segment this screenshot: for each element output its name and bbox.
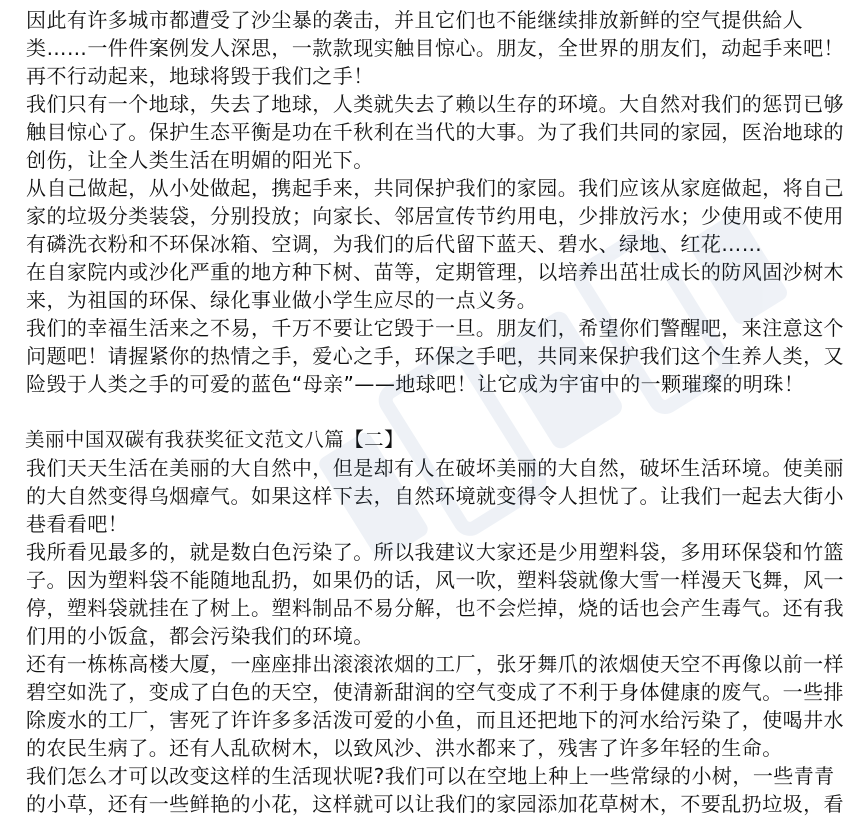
text-line: 问题吧！请握紧你的热情之手，爱心之手，环保之手吧，共同来保护我们这个生养人类，又 xyxy=(26,344,844,368)
text-line: 险毁于人类之手的可爱的蓝色“母亲”——地球吧！让它成为宇宙中的一颗璀璨的明珠！ xyxy=(26,372,805,396)
text-line: 我们怎么才可以改变这样的生活现状呢?我们可以在空地上种上一些常绿的小树，一些青青 xyxy=(26,764,835,788)
text-line: 从自己做起，从小处做起，携起手来，共同保护我们的家园。我们应该从家庭做起，将自己 xyxy=(26,176,844,200)
text-line: 来，为祖国的环保、绿化事业做小学生应尽的一点义务。 xyxy=(26,288,538,312)
text-line: 巷看看吧！ xyxy=(26,512,129,536)
text-line: 我们只有一个地球，失去了地球，人类就失去了赖以生存的环境。大自然对我们的惩罚已够 xyxy=(26,92,844,116)
section-heading: 美丽中国双碳有我获奖征文范文八篇【二】 xyxy=(25,428,405,451)
text-line: 还有一栋栋高楼大厦，一座座排出滚滚浓烟的工厂，张牙舞爪的浓烟使天空不再像以前一样 xyxy=(26,652,844,676)
text-line: 除废水的工厂，害死了许许多多活泼可爱的小鱼，而且还把地下的河水给污染了，使喝井水 xyxy=(26,708,844,732)
text-line: 因此有许多城市都遭受了沙尘暴的袭击，并且它们也不能继续排放新鲜的空气提供給人 xyxy=(26,8,804,32)
text-line: 创伤，让全人类生活在明媚的阳光下。 xyxy=(26,148,374,172)
text-line: 类……一件件案例发人深思，一款款现实触目惊心。朋友，全世界的朋友们，动起手来吧！ xyxy=(26,36,844,60)
text-line: 有磷洗衣粉和不环保冰箱、空调，为我们的后代留下蓝天、碧水、绿地、红花…… xyxy=(26,232,763,256)
text-line: 我们的幸福生活来之不易，千万不要让它毁于一旦。朋友们，希望你们警醒吧，来注意这个 xyxy=(26,316,844,340)
text-line: 再不行动起来，地球将毁于我们之手！ xyxy=(26,64,374,88)
text-line: 我们天天生活在美丽的大自然中，但是却有人在破坏美丽的大自然，破坏生活环境。使美丽 xyxy=(26,456,844,480)
text-line: 家的垃圾分类装袋，分别投放；向家长、邻居宣传节约用电，少排放污水；少使用或不使用 xyxy=(26,204,844,228)
text-line: 的大自然变得乌烟瘴气。如果这样下去，自然环境就变得令人担忧了。让我们一起去大街小 xyxy=(26,484,844,508)
text-line: 的小草，还有一些鲜艳的小花，这样就可以让我们的家园添加花草树木，不要乱扔垃圾，看 xyxy=(26,792,844,816)
text-line: 我所看见最多的，就是数白色污染了。所以我建议大家还是少用塑料袋，多用环保袋和竹篮 xyxy=(26,540,844,564)
text-line: 碧空如洗了，变成了白色的天空，使清新甜润的空气变成了不利于身体健康的废气。一些排 xyxy=(26,680,844,704)
text-line: 在自家院内或沙化严重的地方种下树、苗等，定期管理，以培养出茁壮成长的防风固沙树木 xyxy=(26,260,844,284)
text-line: 子。因为塑料袋不能随地乱扔，如果仍的话，风一吹，塑料袋就像大雪一样漫天飞舞，风一 xyxy=(26,568,844,592)
text-line: 触目惊心了。保护生态平衡是功在千秋利在当代的大事。为了我们共同的家园，医治地球的 xyxy=(26,120,844,144)
text-line: 们用的小饭盒，都会污染我们的环境。 xyxy=(26,624,374,648)
text-line: 的农民生病了。还有人乱砍树木，以致风沙、洪水都来了，残害了许多年轻的生命。 xyxy=(26,736,783,760)
text-line: 停，塑料袋就挂在了树上。塑料制品不易分解，也不会烂掉，烧的话也会产生毒气。还有我 xyxy=(26,596,844,620)
